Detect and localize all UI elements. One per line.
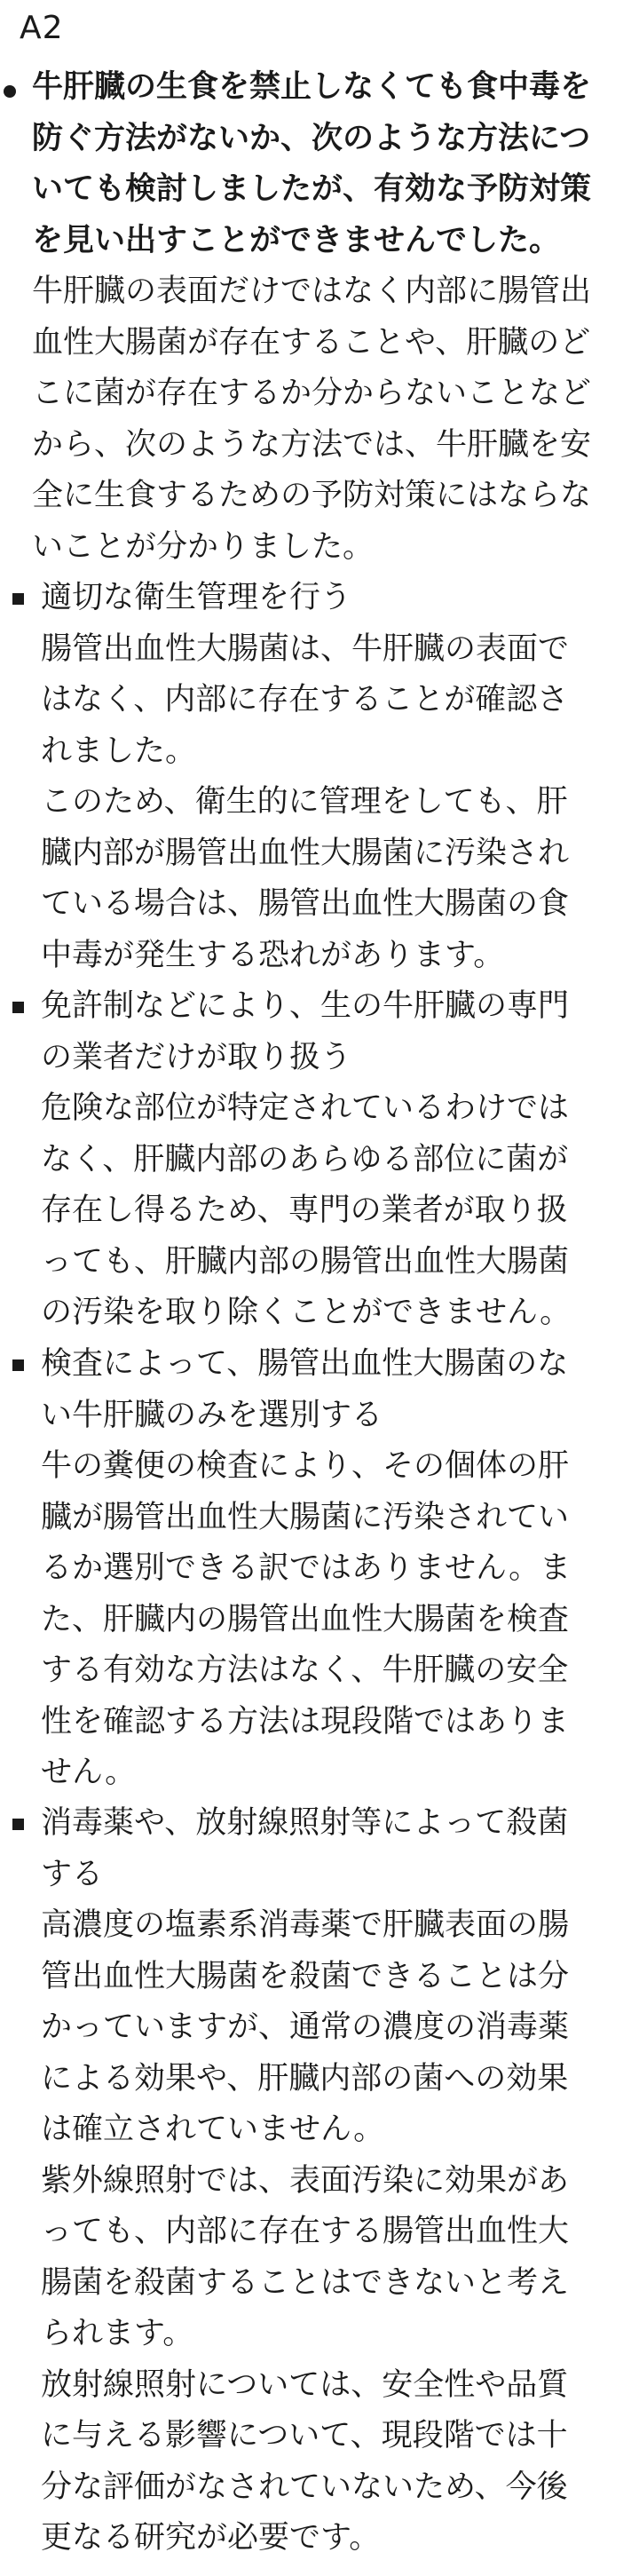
text-line: 臓が腸管出血性大腸菌に汚染されてい [41, 1499, 570, 1535]
text-line: 臓内部が腸管出血性大腸菌に汚染され [41, 835, 570, 871]
title-line: 防ぐ方法がないか、次のような方法につ [32, 120, 591, 156]
sub-item-paragraph [41, 2156, 627, 2360]
text-line: 腸管出血性大腸菌は、牛肝臓の表面で [41, 630, 570, 667]
text-line: かっていますが、通常の濃度の消毒薬 [41, 2009, 570, 2045]
text-line: せん。 [41, 1755, 137, 1790]
text-line: 危険な部位が特定されているわけでは [41, 1090, 570, 1126]
body-line: から、次のような方法では、牛肝臓を安 [32, 426, 592, 463]
text-line: れました。 [41, 733, 197, 769]
sub-item-paragraph [41, 624, 627, 778]
body-line: こに菌が存在するか分からないことなど [32, 376, 592, 411]
sub-item-licensing [0, 981, 639, 1339]
text-line: 管出血性大腸菌を殺菌できることは分 [41, 1958, 570, 1994]
sub-item-title [41, 981, 627, 1083]
text-line: 紫外線照射では、表面汚染に効果があ [41, 2162, 570, 2199]
text-line: に与える影響について、現段階では十 [41, 2418, 568, 2453]
title-line: い牛肝臓のみを選別する [41, 1397, 383, 1433]
sub-item-paragraph [41, 2360, 627, 2564]
sub-item-paragraph [41, 1900, 627, 2156]
text-line: 性を確認する方法は現段階ではありま [41, 1703, 570, 1740]
text-line: っても、肝臓内部の腸管出血性大腸菌 [41, 1243, 570, 1280]
sub-item-title [41, 1339, 627, 1441]
body-line: 牛肝臓の表面だけではなく内部に腸管出 [32, 273, 592, 309]
body-line: 全に生食するための予防対策にはならな [32, 478, 592, 513]
sub-item-inspection [0, 1339, 639, 1799]
sub-item-paragraph [41, 1441, 627, 1799]
text-line: 腸菌を殺菌することはできないと考え [41, 2264, 570, 2301]
text-line: する有効な方法はなく、牛肝臓の安全 [41, 1653, 569, 1688]
main-bullet-title [32, 62, 632, 266]
sub-item-title [41, 1798, 627, 1900]
text-line: っても、内部に存在する腸管出血性大 [41, 2214, 570, 2249]
body-line: 血性大腸菌が存在することや、肝臓のど [32, 324, 591, 361]
title-line: の業者だけが取り扱う [41, 1039, 352, 1075]
text-line: るか選別できる訳ではありません。ま [41, 1550, 572, 1586]
answer-heading: A2 [20, 10, 64, 46]
text-line: 高濃度の塩素系消毒薬で肝臓表面の腸 [41, 1907, 570, 1943]
text-line: 牛の糞便の検査により、その個体の肝 [41, 1448, 570, 1484]
square-bullet-icon [12, 1819, 24, 1830]
sub-item-hygiene [0, 573, 639, 981]
text-line: 更なる研究が必要です。 [41, 2520, 381, 2556]
title-line: 検査によって、腸管出血性大腸菌のな [41, 1346, 569, 1382]
title-line: 牛肝臓の生食を禁止しなくても食中毒を [32, 69, 592, 105]
sub-item-paragraph [41, 1083, 627, 1339]
text-line: なく、肝臓内部のあらゆる部位に菌が [41, 1141, 569, 1177]
text-line: た、肝臓内の腸管出血性大腸菌を検査 [41, 1601, 570, 1637]
text-line: このため、衛生的に管理をしても、肝 [41, 784, 568, 820]
square-bullet-icon [12, 1002, 24, 1013]
bullet-dot-icon [4, 85, 16, 98]
text-line: による効果や、肝臓内部の菌への効果 [41, 2060, 569, 2096]
text-line: 放射線照射については、安全性や品質 [41, 2366, 569, 2403]
sub-item-title [41, 573, 627, 624]
text-line: 分な評価がなされていないため、今後 [41, 2469, 568, 2505]
text-line: は確立されていません。 [41, 2112, 385, 2147]
text-line: はなく、内部に存在することが確認さ [41, 682, 569, 717]
text-line: 中毒が発生する恐れがあります。 [41, 937, 505, 973]
title-line: を見い出すことができませんでした。 [32, 222, 561, 258]
title-line: 免許制などにより、生の牛肝臓の専門 [41, 988, 570, 1024]
main-bullet [0, 62, 639, 573]
sub-item-sterilization [0, 1798, 639, 2564]
title-line: いても検討しましたが、有効な予防対策 [32, 171, 592, 207]
text-line: ている場合は、腸管出血性大腸菌の食 [41, 886, 570, 922]
text-line: 存在し得るため、専門の業者が取り扱 [41, 1193, 568, 1228]
body-line: いことが分かりました。 [32, 528, 375, 565]
title-line: する [41, 1856, 104, 1892]
text-line: られます。 [41, 2316, 194, 2351]
title-line: 適切な衛生管理を行う [41, 580, 352, 615]
sub-item-paragraph [41, 777, 627, 981]
main-bullet-body [32, 266, 632, 573]
square-bullet-icon [12, 1359, 24, 1371]
title-line: 消毒薬や、放射線照射等によって殺菌 [41, 1805, 569, 1841]
square-bullet-icon [12, 593, 24, 605]
text-line: の汚染を取り除くことができません。 [41, 1295, 572, 1330]
